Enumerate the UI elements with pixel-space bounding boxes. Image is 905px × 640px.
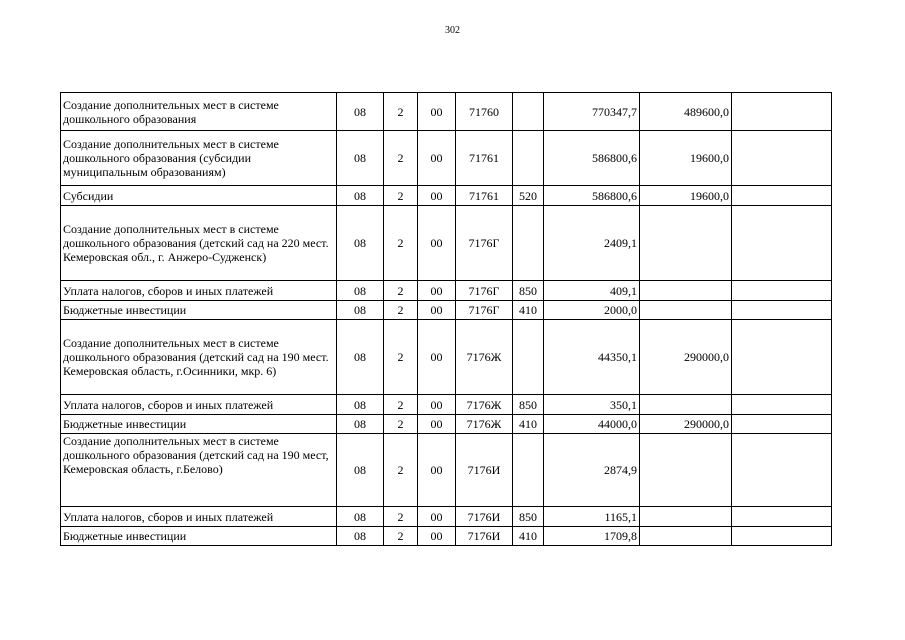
row-section: 08 — [337, 527, 384, 546]
table-row — [61, 507, 832, 527]
row-amount-1: 44350,1 — [544, 320, 640, 395]
row-amount-3 — [732, 281, 832, 301]
row-amount-3 — [732, 131, 832, 186]
row-name: Бюджетные инвестиции — [61, 301, 337, 320]
row-amount-3 — [732, 301, 832, 320]
row-amount-1: 2409,1 — [544, 206, 640, 281]
table-row — [61, 206, 832, 281]
row-name: Создание дополнительных мест в системе дошкольного образования (детский сад на 190 мест, Кемеровская область, г.Белово) — [61, 434, 337, 507]
row-name: Субсидии — [61, 186, 337, 206]
table-row — [61, 395, 832, 415]
row-subsection: 2 — [384, 93, 418, 131]
row-subsection: 2 — [384, 415, 418, 434]
table-row — [61, 434, 832, 507]
row-name: Уплата налогов, сборов и иных платежей — [61, 395, 337, 415]
row-expense-type — [513, 93, 544, 131]
table-row — [61, 186, 832, 206]
row-expense-type: 850 — [513, 281, 544, 301]
row-name: Создание дополнительных мест в системе дошкольного образования (детский сад на 190 мест. Кемеровская область, г.Осинники, мкр. 6) — [61, 320, 337, 395]
budget-table — [60, 92, 832, 546]
row-expense-type: 520 — [513, 186, 544, 206]
table-row — [61, 320, 832, 395]
row-amount-2 — [640, 206, 732, 281]
row-program: 00 — [418, 281, 456, 301]
row-target-code: 7176И — [456, 507, 513, 527]
row-section: 08 — [337, 395, 384, 415]
row-section: 08 — [337, 186, 384, 206]
row-target-code: 7176Г — [456, 206, 513, 281]
row-subsection: 2 — [384, 186, 418, 206]
row-target-code: 71761 — [456, 186, 513, 206]
row-amount-1: 586800,6 — [544, 186, 640, 206]
row-target-code: 7176Г — [456, 281, 513, 301]
row-program: 00 — [418, 507, 456, 527]
row-amount-3 — [732, 434, 832, 507]
row-section: 08 — [337, 320, 384, 395]
table-row — [61, 301, 832, 320]
row-subsection: 2 — [384, 131, 418, 186]
row-subsection: 2 — [384, 395, 418, 415]
row-amount-3 — [732, 206, 832, 281]
row-expense-type — [513, 131, 544, 186]
row-amount-2: 290000,0 — [640, 320, 732, 395]
row-expense-type — [513, 434, 544, 507]
row-program: 00 — [418, 206, 456, 281]
row-program: 00 — [418, 415, 456, 434]
row-expense-type: 410 — [513, 527, 544, 546]
row-name: Уплата налогов, сборов и иных платежей — [61, 507, 337, 527]
row-amount-1: 2874,9 — [544, 434, 640, 507]
row-program: 00 — [418, 527, 456, 546]
row-section: 08 — [337, 507, 384, 527]
row-amount-2 — [640, 434, 732, 507]
row-target-code: 7176Ж — [456, 395, 513, 415]
row-section: 08 — [337, 281, 384, 301]
row-amount-3 — [732, 93, 832, 131]
row-amount-3 — [732, 320, 832, 395]
row-amount-2 — [640, 395, 732, 415]
row-expense-type — [513, 206, 544, 281]
row-section: 08 — [337, 434, 384, 507]
row-amount-2: 19600,0 — [640, 131, 732, 186]
row-amount-2 — [640, 281, 732, 301]
row-expense-type: 850 — [513, 395, 544, 415]
row-expense-type — [513, 320, 544, 395]
row-program: 00 — [418, 301, 456, 320]
row-amount-1: 2000,0 — [544, 301, 640, 320]
row-amount-1: 350,1 — [544, 395, 640, 415]
table-row — [61, 131, 832, 186]
row-amount-2: 19600,0 — [640, 186, 732, 206]
row-subsection: 2 — [384, 301, 418, 320]
row-amount-1: 44000,0 — [544, 415, 640, 434]
row-subsection: 2 — [384, 434, 418, 507]
row-name: Бюджетные инвестиции — [61, 527, 337, 546]
row-subsection: 2 — [384, 281, 418, 301]
row-amount-3 — [732, 415, 832, 434]
row-program: 00 — [418, 395, 456, 415]
row-amount-2 — [640, 507, 732, 527]
row-subsection: 2 — [384, 527, 418, 546]
row-amount-1: 409,1 — [544, 281, 640, 301]
row-amount-3 — [732, 507, 832, 527]
row-target-code: 71761 — [456, 131, 513, 186]
row-name: Создание дополнительных мест в системе дошкольного образования — [61, 93, 337, 131]
row-section: 08 — [337, 415, 384, 434]
row-section: 08 — [337, 301, 384, 320]
row-target-code: 7176И — [456, 434, 513, 507]
table-row — [61, 527, 832, 546]
row-amount-1: 770347,7 — [544, 93, 640, 131]
row-section: 08 — [337, 93, 384, 131]
row-amount-2 — [640, 301, 732, 320]
table-row — [61, 281, 832, 301]
row-amount-1: 1165,1 — [544, 507, 640, 527]
row-target-code: 7176И — [456, 527, 513, 546]
row-subsection: 2 — [384, 507, 418, 527]
row-subsection: 2 — [384, 206, 418, 281]
page-number: 302 — [445, 25, 460, 36]
row-name: Создание дополнительных мест в системе дошкольного образования (субсидии муниципальным образованиям) — [61, 131, 337, 186]
row-amount-1: 1709,8 — [544, 527, 640, 546]
row-target-code: 71760 — [456, 93, 513, 131]
row-program: 00 — [418, 131, 456, 186]
row-section: 08 — [337, 131, 384, 186]
row-program: 00 — [418, 93, 456, 131]
row-program: 00 — [418, 434, 456, 507]
row-amount-3 — [732, 527, 832, 546]
row-expense-type: 410 — [513, 415, 544, 434]
row-amount-3 — [732, 186, 832, 206]
row-target-code: 7176Г — [456, 301, 513, 320]
row-name: Бюджетные инвестиции — [61, 415, 337, 434]
table-row — [61, 93, 832, 131]
row-subsection: 2 — [384, 320, 418, 395]
row-name: Создание дополнительных мест в системе дошкольного образования (детский сад на 220 мест. Кемеровская обл., г. Анжеро-Судженск) — [61, 206, 337, 281]
table-row — [61, 415, 832, 434]
row-target-code: 7176Ж — [456, 415, 513, 434]
row-amount-3 — [732, 395, 832, 415]
row-expense-type: 410 — [513, 301, 544, 320]
row-section: 08 — [337, 206, 384, 281]
row-program: 00 — [418, 186, 456, 206]
row-name: Уплата налогов, сборов и иных платежей — [61, 281, 337, 301]
row-amount-2: 290000,0 — [640, 415, 732, 434]
row-amount-1: 586800,6 — [544, 131, 640, 186]
row-target-code: 7176Ж — [456, 320, 513, 395]
row-amount-2: 489600,0 — [640, 93, 732, 131]
row-expense-type: 850 — [513, 507, 544, 527]
row-program: 00 — [418, 320, 456, 395]
row-amount-2 — [640, 527, 732, 546]
